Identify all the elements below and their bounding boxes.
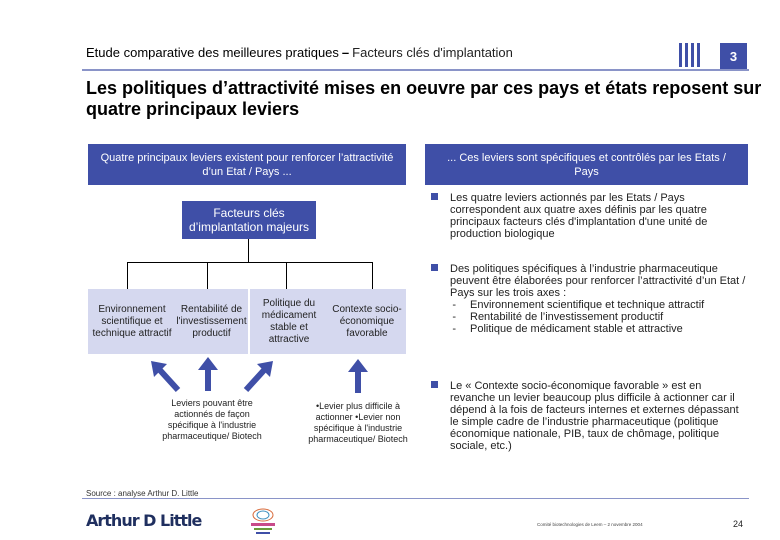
key-factors-box: Facteurs clés d’implantation majeurs bbox=[182, 201, 316, 239]
sub-list bbox=[450, 299, 747, 335]
arrow-up-right-icon bbox=[240, 358, 276, 394]
header-bar bbox=[679, 43, 682, 67]
arrow-up-icon bbox=[197, 356, 219, 392]
header-bar bbox=[697, 43, 700, 67]
header-separator: – bbox=[341, 45, 350, 60]
sub-list-item: - Politique de médicament stable et attractive bbox=[452, 323, 683, 335]
header-bars-decoration bbox=[679, 43, 700, 67]
bullet-item bbox=[431, 263, 747, 335]
square-bullet-icon bbox=[431, 193, 438, 200]
lever-investment-profitability: Rentabilité de l'investissement productif bbox=[175, 289, 248, 354]
header-title-main: Etude comparative des meilleures pratiques bbox=[86, 45, 339, 60]
footer-event-text: Comité biotechnologies de Leem – 2 novembre 2004 bbox=[537, 522, 643, 527]
tree-leaf-line bbox=[372, 262, 373, 289]
header-bar bbox=[691, 43, 694, 67]
bullet-item bbox=[431, 380, 747, 452]
sub-list-item: - Rentabilité de l’investissement productif bbox=[452, 311, 664, 323]
bullet-text: Des politiques spécifiques à l’industrie pharmaceutique peuvent être élaborées pour renforcer l’attractivité d’un Etat / Pays sur les trois axes : bbox=[450, 263, 746, 299]
header-bar bbox=[685, 43, 688, 67]
page-number: 24 bbox=[733, 519, 744, 529]
note-specific-levers: Leviers pouvant être actionnés de façon spécifique à l'industrie pharmaceutique/ Biotech bbox=[162, 398, 262, 441]
tree-branch-line bbox=[127, 262, 373, 263]
square-bullet-icon bbox=[431, 381, 438, 388]
note-difficult-lever: •Levier plus difficile à actionner •Levier non spécifique à l'industrie pharmaceutique/ Biotech bbox=[308, 401, 408, 444]
tree-leaf-line bbox=[127, 262, 128, 289]
left-panel-header: Quatre principaux leviers existent pour renforcer l’attractivité d’un Etat / Pays ... bbox=[88, 144, 406, 185]
header-divider bbox=[82, 69, 749, 71]
sub-list-item: - Environnement scientifique et technique attractif bbox=[452, 299, 705, 311]
right-panel-header: ... Ces leviers sont spécifiques et contrôlés par les Etats / Pays bbox=[425, 144, 748, 185]
square-bullet-icon bbox=[431, 264, 438, 271]
leem-emblem-icon bbox=[247, 506, 279, 536]
header-subtitle: Facteurs clés d'implantation bbox=[352, 45, 513, 60]
arthur-d-little-logo: Arthur D Little bbox=[86, 511, 202, 530]
section-badge: 3 bbox=[720, 43, 747, 69]
arrow-up-icon bbox=[347, 358, 369, 394]
page-title: Les politiques d’attractivité mises en oeuvre par ces pays et états reposent sur quatre principaux leviers bbox=[86, 78, 762, 119]
bullet-item bbox=[431, 192, 747, 240]
bullet-text: Le « Contexte socio-économique favorable » est en revanche un levier beaucoup plus difficile à actionner car il dépend à la fois de facteurs internes et externes dépassant le simple cadre de l’industrie pharmaceutique (politique économique nationale, PIB, taux de chômage, politique sociale, etc.) bbox=[450, 380, 739, 452]
footer-divider bbox=[82, 498, 749, 499]
tree-leaf-line bbox=[286, 262, 287, 289]
tree-leaf-line bbox=[207, 262, 208, 289]
lever-socio-economic-context: Contexte socio-économique favorable bbox=[328, 289, 406, 354]
source-note: Source : analyse Arthur D. Little bbox=[86, 489, 199, 498]
tree-trunk-line bbox=[248, 239, 249, 262]
bullet-text: Les quatre leviers actionnés par les Etats / Pays correspondent aux quatre axes définis par les quatre principaux facteurs clés d'implantation d'une unité de production biologique bbox=[450, 192, 708, 240]
header-title bbox=[86, 45, 513, 60]
arrow-up-left-icon bbox=[148, 358, 184, 394]
lever-drug-policy: Politique du médicament stable et attractive bbox=[250, 289, 328, 354]
lever-scientific-environment: Environnement scientifique et technique attractif bbox=[88, 289, 176, 354]
